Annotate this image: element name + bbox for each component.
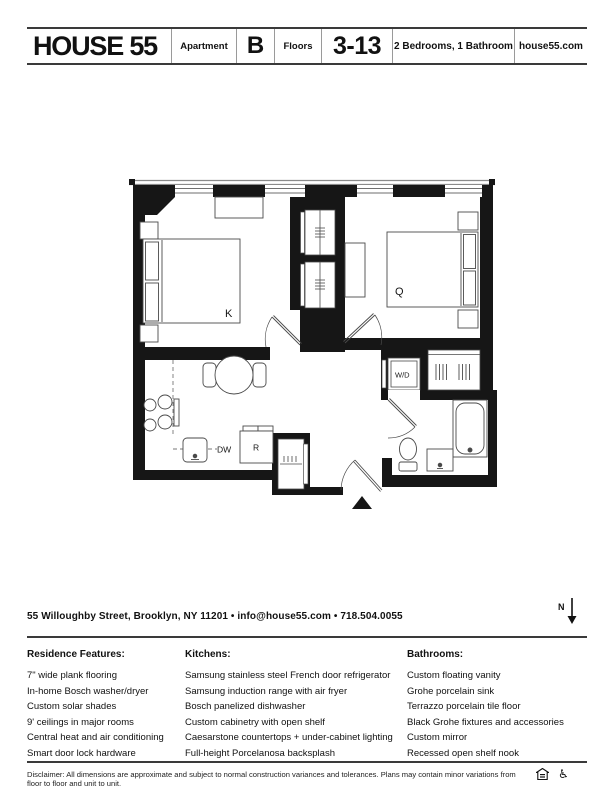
header-bar (27, 29, 587, 63)
footer-icons (536, 766, 588, 782)
feature-item: 7" wide plank flooring (27, 670, 117, 681)
feature-item: Grohe porcelain sink (407, 685, 495, 697)
accessibility-icon: ♿ (558, 767, 569, 781)
feature-item: Smart door lock hardware (27, 747, 136, 759)
feature-item: Custom mirror (407, 732, 468, 744)
rule-above-features (27, 636, 587, 638)
bathroom (388, 390, 487, 471)
feature-item: Caesarstone countertops + under-cabinet lighting (185, 732, 393, 744)
feature-item: Recessed open shelf nook (407, 747, 519, 759)
disclaimer-text: Disclaimer: All dimensions are approximate and subject to normal construction variances and tolerances. Plans may contain minor variations from floor to floor and unit to unit. (27, 770, 516, 788)
feature-item: Custom floating vanity (407, 670, 501, 681)
floors-label: Floors (275, 29, 322, 63)
bathrooms-column (407, 649, 592, 762)
washer-dryer (382, 358, 420, 390)
compass (556, 597, 590, 629)
bedrooms-bathrooms: 2 Bedrooms, 1 Bathroom (393, 29, 515, 63)
apartment-label: Apartment (172, 29, 237, 63)
entry-arrow (352, 496, 372, 509)
dishwasher-label: DW (217, 444, 232, 455)
feature-item: In-home Bosch washer/dryer (27, 685, 149, 697)
entry-closet (278, 439, 308, 489)
website-link[interactable]: house55.com (519, 40, 583, 52)
feature-item: Bosch panelized dishwasher (185, 701, 306, 713)
brand-logo: HOUSE 55 (27, 29, 172, 63)
feature-item: Terrazzo porcelain tile floor (407, 701, 521, 713)
address-line: 55 Willoughby Street, Brooklyn, NY 11201 • info@house55.com • 718.504.0055 (27, 611, 403, 622)
refrigerator-label: R (253, 442, 260, 453)
dining-set (203, 356, 266, 394)
exterior-window-band (129, 181, 495, 185)
feature-item: Samsung induction range with air fryer (185, 685, 348, 697)
feature-item: Full-height Porcelanosa backsplash (185, 747, 335, 759)
kitchens-title: Kitchens: (185, 649, 231, 660)
entry-door (341, 460, 382, 492)
feature-item: Central heat and air conditioning (27, 732, 164, 744)
equal-housing-icon (536, 768, 549, 781)
apartment-value: B (237, 29, 275, 63)
queen-bed-label: Q (395, 286, 404, 298)
washer-dryer-label: W/D (395, 370, 410, 380)
header-bottom-rule (27, 63, 587, 65)
bathrooms-list (407, 668, 592, 762)
floors-value: 3-13 (322, 29, 393, 63)
rule-above-disclaimer (27, 761, 587, 763)
feature-item: Custom cabinetry with open shelf (185, 716, 325, 728)
linen-closet (428, 350, 480, 390)
king-bedroom (140, 197, 263, 342)
feature-item: Black Grohe fixtures and accessories (407, 716, 564, 728)
kitchens-column (185, 649, 407, 762)
feature-item: Custom solar shades (27, 701, 117, 713)
king-bed-label: K (225, 308, 233, 320)
floorplan-drawing (127, 168, 499, 528)
north-arrow-icon (566, 597, 586, 627)
bathrooms-title: Bathrooms: (407, 649, 464, 660)
compass-north-label: N (558, 602, 565, 612)
feature-item: Samsung stainless steel French door refrigerator (185, 670, 391, 681)
residence-features-column (27, 649, 185, 762)
residence-features-title: Residence Features: (27, 649, 125, 660)
feature-item: 9' ceilings in major rooms (27, 716, 134, 728)
residence-features-list (27, 668, 185, 762)
queen-bedroom (345, 212, 478, 328)
kitchens-list (185, 668, 407, 762)
